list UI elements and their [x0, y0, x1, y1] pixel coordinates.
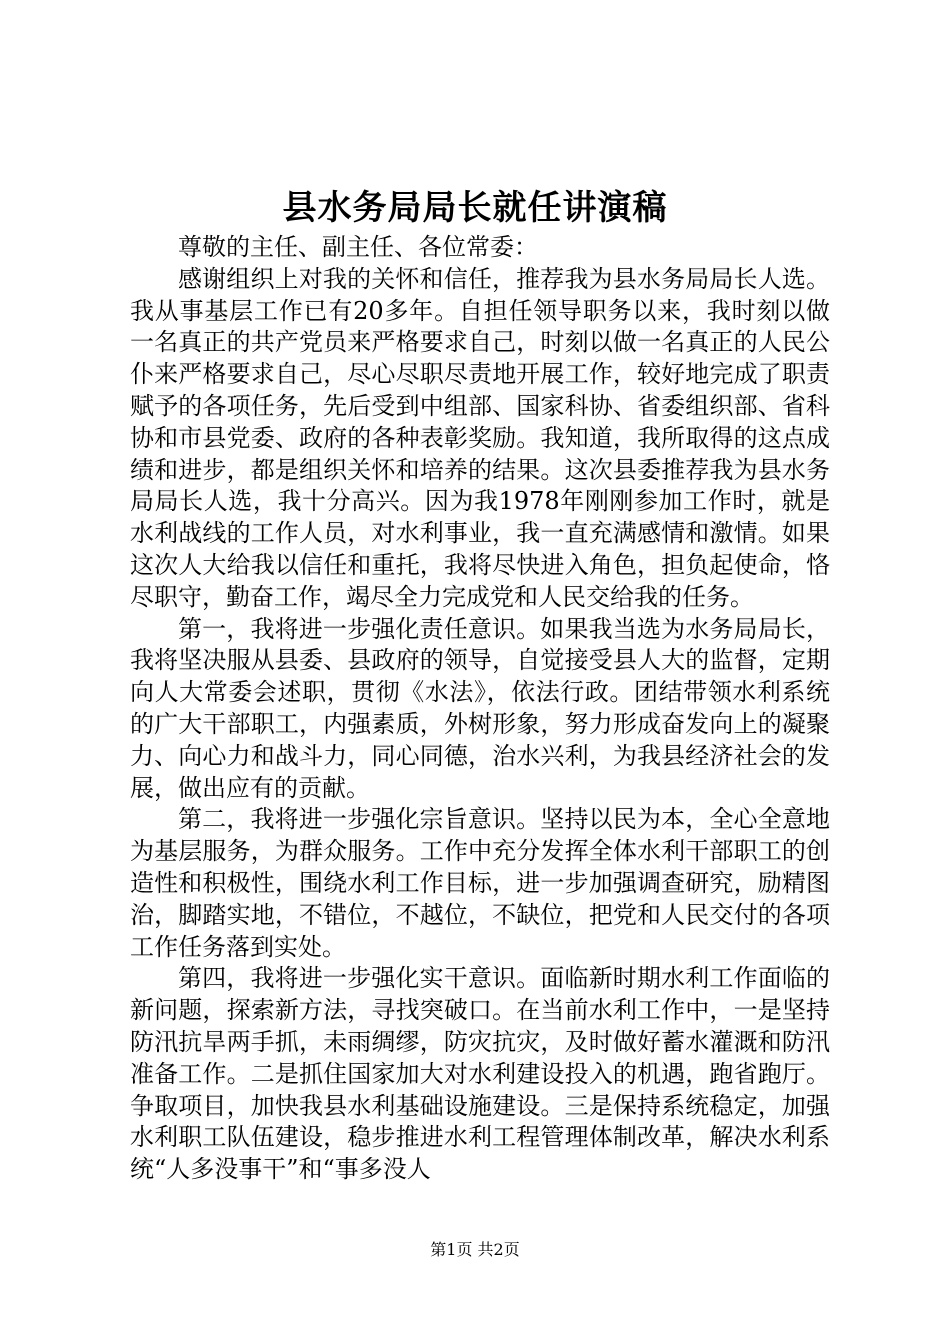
body-paragraph: 第一，我将进一步强化责任意识。如果我当选为水务局局长，我将坚决服从县委、县政府的领导，自觉接受县人大的监督，定期向人大常委会述职，贯彻《水法》，依法行政。团结带领水利系统的广大干部职工，内强素质，外树形象，努力形成奋发向上的凝聚力、向心力和战斗力，同心同德，治水兴利，为我县经济社会的发展，做出应有的贡献。 [130, 614, 830, 802]
document-body [130, 232, 830, 1186]
salutation-paragraph: 尊敬的主任、副主任、各位常委： [178, 233, 538, 261]
body-paragraph: 第四，我将进一步强化实干意识。面临新时期水利工作面临的新问题，探索新方法，寻找突破口。在当前水利工作中，一是坚持防汛抗旱两手抓，未雨绸缪，防灾抗灾，及时做好蓄水灌溉和防汛准备工作。二是抓住国家加大对水利建设投入的机遇，跑省跑厅。争取项目，加快我县水利基础设施建设。三是保持系统稳定，加强水利职工队伍建设，稳步推进水利工程管理体制改革，解决水利系统“人多没事干”和“事多没人 [130, 964, 830, 1184]
body-paragraph: 第二，我将进一步强化宗旨意识。坚持以民为本，全心全意地为基层服务，为群众服务。工作中充分发挥全体水利干部职工的创造性和积极性，围绕水利工作目标，进一步加强调查研究，励精图治，脚踏实地，不错位，不越位，不缺位，把党和人民交付的各项工作任务落到实处。 [130, 805, 830, 961]
document-title: 县水务局局长就任讲演稿 [282, 188, 668, 228]
body-paragraph: 感谢组织上对我的关怀和信任，推荐我为县水务局局长人选。我从事基层工作已有20多年。自担任领导职务以来，我时刻以做一名真正的共产党员来严格要求自己，时刻以做一名真正的人民公仆来严格要求自己，尽心尽职尽责地开展工作，较好地完成了职责赋予的各项任务，先后受到中组部、国家科协、省委组织部、省科协和市县党委、政府的各种表彰奖励。我知道，我所取得的这点成绩和进步，都是组织关怀和培养的结果。这次县委推荐我为县水务局局长人选，我十分高兴。因为我1978年刚刚参加工作时，就是水利战线的工作人员，对水利事业，我一直充满感情和激情。如果这次人大给我以信任和重托，我将尽快进入角色，担负起使命，恪尽职守，勤奋工作，竭尽全力完成党和人民交给我的任务。 [130, 264, 830, 611]
page-footer: 第1页 共2页 [430, 1240, 520, 1259]
